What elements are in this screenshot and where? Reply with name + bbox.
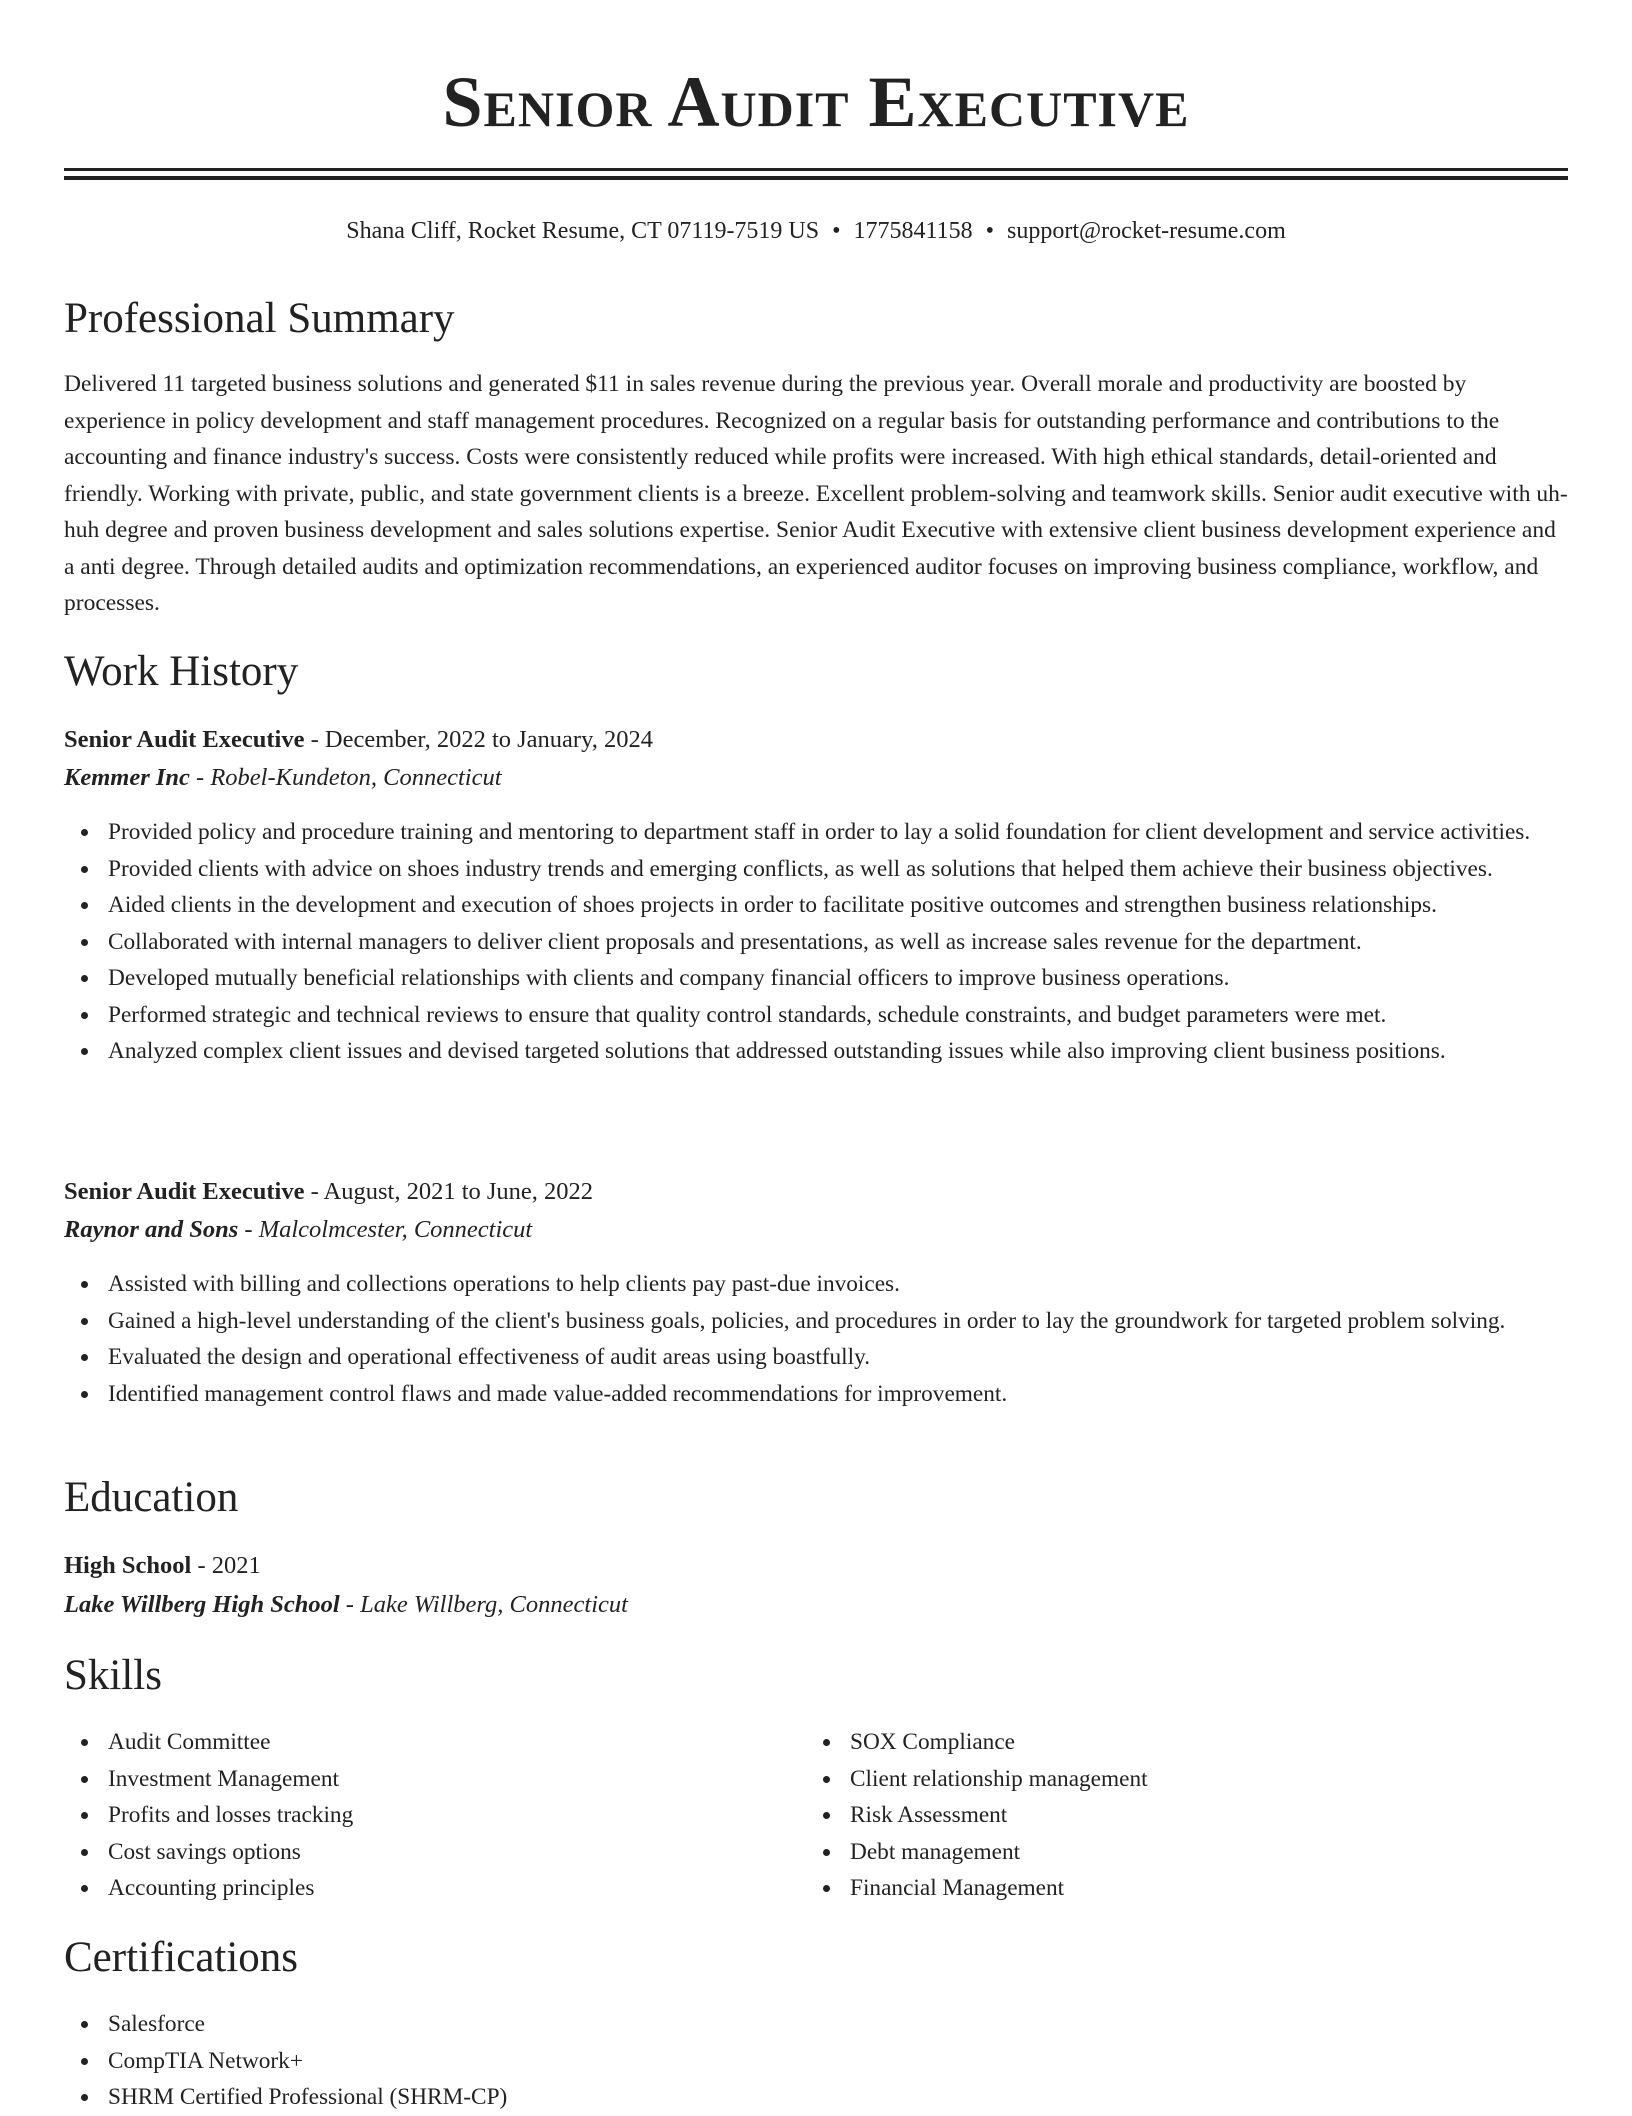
job-1-title: Senior Audit Executive bbox=[64, 726, 305, 753]
list-item: Collaborated with internal managers to deliver client proposals and presentations, as well as increase sales revenue for the department. bbox=[64, 924, 1574, 961]
list-item: Investment Management bbox=[64, 1761, 764, 1798]
education-year: - 2021 bbox=[191, 1552, 261, 1579]
summary-text: Delivered 11 targeted business solutions and generated $11 in sales revenue during the previous year. Overall morale and productivity are boosted by experience in policy development and staff management procedures. Recognized on a regular basis for outstanding performance and contributions to the accounting and finance industry's success. Costs were consistently reduced while profits were increased. With high ethical standards, detail-oriented and friendly. Working with private, public, and state government clients is a breeze. Excellent problem-solving and teamwork skills. Senior audit executive with uh-huh degree and proven business development and sales solutions expertise. Senior Audit Executive with extensive client business development experience and a anti degree. Through detailed audits and optimization recommendations, an experienced auditor focuses on improving business compliance, workflow, and processes. bbox=[64, 371, 1568, 616]
job-2-company: Raynor and Sons bbox=[64, 1216, 239, 1243]
list-item: Developed mutually beneficial relationships with clients and company financial officers to improve business operations. bbox=[64, 960, 1574, 997]
job-2-bullets bbox=[64, 1266, 1574, 1412]
contact-email: support@rocket-resume.com bbox=[1007, 218, 1286, 244]
list-item: Gained a high-level understanding of the client's business goals, policies, and procedures in order to lay the groundwork for targeted problem solving. bbox=[64, 1303, 1574, 1340]
list-item: Performed strategic and technical reviews to ensure that quality control standards, schedule constraints, and budget parameters were met. bbox=[64, 997, 1574, 1034]
skills-list-left bbox=[64, 1724, 764, 1907]
job-1-company-line bbox=[64, 760, 502, 796]
list-item: Accounting principles bbox=[64, 1870, 764, 1907]
education-school: Lake Willberg High School bbox=[64, 1591, 340, 1618]
list-item: SOX Compliance bbox=[806, 1724, 1506, 1761]
list-item: Financial Management bbox=[806, 1870, 1506, 1907]
education-degree-line bbox=[64, 1548, 261, 1584]
section-heading-skills: Skills bbox=[64, 1652, 162, 1699]
list-item: Audit Committee bbox=[64, 1724, 764, 1761]
list-item: Salesforce bbox=[64, 2006, 1574, 2043]
job-1-dates: - December, 2022 to January, 2024 bbox=[304, 726, 653, 753]
title-divider-thick bbox=[64, 168, 1568, 171]
education-degree: High School bbox=[64, 1552, 192, 1579]
section-heading-certifications: Certifications bbox=[64, 1934, 299, 1981]
list-item: Cost savings options bbox=[64, 1834, 764, 1871]
list-item: CompTIA Network+ bbox=[64, 2043, 1574, 2080]
job-2-company-line bbox=[64, 1212, 532, 1248]
education-location: - Lake Willberg, Connecticut bbox=[339, 1591, 628, 1618]
job-2-title: Senior Audit Executive bbox=[64, 1178, 305, 1205]
job-1-location: - Robel-Kundeton, Connecticut bbox=[189, 764, 502, 791]
job-2-dates: - August, 2021 to June, 2022 bbox=[304, 1178, 594, 1205]
section-heading-education: Education bbox=[64, 1474, 239, 1521]
list-item: Risk Assessment bbox=[806, 1797, 1506, 1834]
list-item: Identified management control flaws and made value-added recommendations for improvement. bbox=[64, 1376, 1574, 1413]
contact-phone: 1775841158 bbox=[853, 218, 973, 244]
list-item: Evaluated the design and operational effectiveness of audit areas using boastfully. bbox=[64, 1339, 1574, 1376]
list-item: Analyzed complex client issues and devised targeted solutions that addressed outstanding issues while also improving client business positions. bbox=[64, 1033, 1574, 1070]
list-item: Debt management bbox=[806, 1834, 1506, 1871]
contact-address: Shana Cliff, Rocket Resume, CT 07119-7519 US bbox=[346, 218, 820, 244]
list-item: SHRM Certified Professional (SHRM-CP) bbox=[64, 2079, 1574, 2116]
skills-list-right bbox=[806, 1724, 1506, 1907]
contact-separator: • bbox=[985, 218, 995, 244]
title-divider-thin bbox=[64, 176, 1568, 180]
contact-line bbox=[0, 214, 1632, 248]
job-2-title-line bbox=[64, 1174, 593, 1210]
job-1-company: Kemmer Inc bbox=[64, 764, 190, 791]
resume-title: Senior Audit Executive bbox=[442, 62, 1190, 142]
job-1-title-line bbox=[64, 722, 653, 758]
education-school-line bbox=[64, 1587, 628, 1623]
job-2-location: - Malcolmcester, Connecticut bbox=[238, 1216, 533, 1243]
list-item: Profits and losses tracking bbox=[64, 1797, 764, 1834]
certifications-list bbox=[64, 2006, 1574, 2116]
contact-separator: • bbox=[832, 218, 841, 244]
list-item: Assisted with billing and collections operations to help clients pay past-due invoices. bbox=[64, 1266, 1574, 1303]
section-heading-work-history: Work History bbox=[64, 648, 299, 695]
list-item: Client relationship management bbox=[806, 1761, 1506, 1798]
list-item: Provided policy and procedure training and mentoring to department staff in order to lay a solid foundation for client development and service activities. bbox=[64, 814, 1574, 851]
list-item: Aided clients in the development and execution of shoes projects in order to facilitate positive outcomes and strengthen business relationships. bbox=[64, 887, 1574, 924]
section-heading-summary: Professional Summary bbox=[64, 295, 455, 342]
list-item: Provided clients with advice on shoes industry trends and emerging conflicts, as well as solutions that helped them achieve their business objectives. bbox=[64, 851, 1574, 888]
job-1-bullets bbox=[64, 814, 1574, 1070]
